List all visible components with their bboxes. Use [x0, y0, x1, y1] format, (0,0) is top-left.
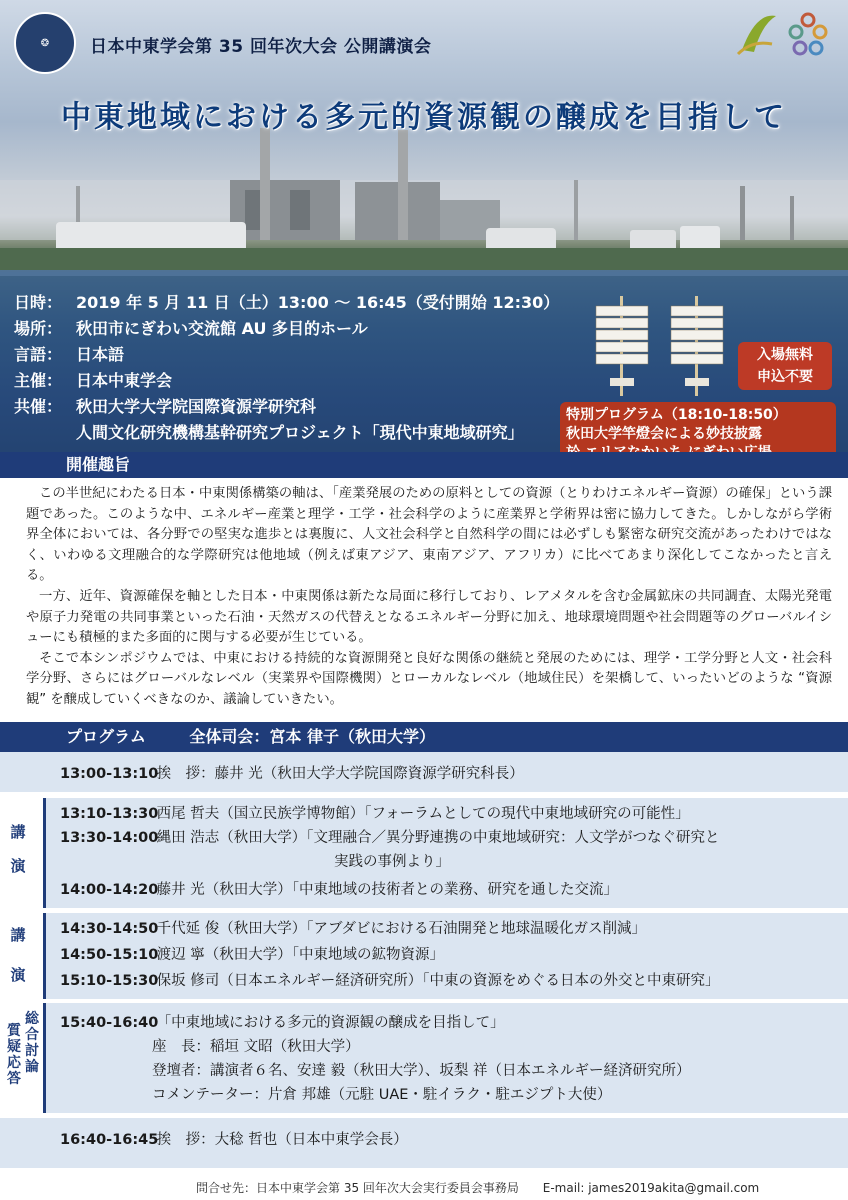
cohost-row: [14, 394, 559, 420]
opening-greeting-row: [60, 762, 524, 783]
session-2-label-1: 講: [10, 926, 26, 944]
discussion-label-right: [24, 1011, 40, 1075]
purpose-text: [26, 484, 832, 711]
session-1-text-2: 縄田 浩志（秋田大学）「文理融合／異分野連携の中東地域研究：人文学がつなぐ研究と: [156, 830, 720, 846]
cohost-row-2: [14, 420, 559, 446]
closing-greeting-block: [0, 1118, 848, 1168]
session-1-label-2: 演: [10, 857, 26, 875]
session-2-label-2: 演: [10, 966, 26, 984]
contact-text: 問合せ先：日本中東学会第 35 回年次大会実行委員会事務局: [196, 1181, 519, 1195]
session-2-text-3: 保坂 修司（日本エネルギー経済研究所）「中東の資源をめぐる日本の外交と中東研究」: [156, 973, 720, 989]
session-1-row-1: [60, 802, 690, 823]
venue-label: 場所：: [14, 319, 63, 338]
qa-char: 疑: [7, 1039, 21, 1055]
footer: [0, 1176, 848, 1200]
cohost-value-2: 人間文化研究機構基幹研究プロジェクト「現代中東地域研究」: [76, 423, 524, 442]
lecture-session-2: [0, 913, 848, 999]
date-value: 2019 年 5 月 11 日（土）13:00 〜 16:45（受付開始 12:30）: [76, 293, 560, 312]
session-1-row-3: [334, 850, 450, 871]
page-title: 中東地域における多元的資源観の醸成を目指して: [61, 100, 787, 135]
discussion-title: 「中東地域における多元的資源観の醸成を目指して」: [156, 1015, 505, 1031]
opening-text: 挨 拶：藤井 光（秋田大学大学院国際資源学研究科長）: [156, 766, 524, 782]
discussion-row-1: [60, 1011, 505, 1032]
session-1-time-2: 13:30-14:00: [60, 830, 159, 846]
session-2-time-1: 14:30-14:50: [60, 921, 159, 937]
session-1-text-4: 藤井 光（秋田大学）「中東地域の技術者との業務、研究を通した交流」: [156, 882, 618, 898]
organizer-value: 日本中東学会: [76, 371, 173, 390]
venue-row: [14, 316, 559, 342]
discussion-row-4: [152, 1083, 611, 1104]
discussion-session: [0, 1003, 848, 1113]
session-1-row-2: [60, 826, 719, 847]
session-2-time-2: 14:50-15:10: [60, 947, 159, 963]
closing-time: 16:40-16:45: [60, 1132, 159, 1148]
special-program-title: 特別プログラム（18:10-18:50）: [566, 407, 787, 423]
discussion-char: 合: [25, 1027, 39, 1043]
free-admission-badge: [738, 342, 832, 390]
organizer-label: 主催：: [14, 371, 63, 390]
purpose-paragraph-1: この半世紀にわたる日本・中東関係構築の軸は、「産業発展のための原料としての資源（とりわけエネルギー資源）の確保」という課題であった。このような中、エネルギー産業と理学・工学・社会科学のように産業界と学術界は密に協力してきた。しかしながら学術界全体においては、各分野での堅実な進歩とは裏腹に、人文社会科学と自然科学の間には必ずしも緊密な研究交流があったわけではなく、いわゆる文理融合的な学際研究は他地域（例えば東アジア、東南アジア、アフリカ）に比べてあまり深化してこなかったと言える。: [26, 486, 832, 584]
program-heading-bar: [0, 722, 848, 752]
discussion-time: 15:40-16:40: [60, 1015, 159, 1031]
qa-char: 応: [7, 1055, 21, 1071]
session-1-text-3: 実践の事例より」: [334, 854, 450, 870]
session-1-text-1: 西尾 哲夫（国立民族学博物館）「フォーラムとしての現代中東地域研究の可能性」: [156, 806, 690, 822]
no-registration-text: 申込不要: [757, 369, 813, 385]
hero-photo: [0, 0, 848, 470]
cohost-value-1: 秋田大学大学院国際資源学研究科: [76, 397, 317, 416]
discussion-char: 討: [25, 1043, 39, 1059]
organizer-row: [14, 368, 559, 394]
society-header: 日本中東学会第 35 回年次大会 公開講演会: [90, 37, 432, 57]
session-2-row-1: [60, 917, 646, 938]
discussion-label-left: [6, 1023, 22, 1087]
closing-greeting-row: [60, 1128, 408, 1149]
special-program-desc: 秋田大学竿燈会による妙技披露: [566, 426, 762, 442]
discussion-row-3: [152, 1059, 690, 1080]
free-admission-text: 入場無料: [757, 347, 813, 363]
purpose-heading: 開催趣旨: [66, 455, 131, 474]
session-2-row-3: [60, 969, 719, 990]
session-2-text-2: 渡辺 寧（秋田大学）「中東地域の鉱物資源」: [156, 947, 444, 963]
date-row: [14, 290, 559, 316]
kanto-lantern-icon: [590, 296, 654, 396]
society-logo: ❂: [14, 12, 76, 74]
event-info: [14, 290, 559, 446]
closing-text: 挨 拶：大稔 哲也（日本中東学会長）: [156, 1132, 408, 1148]
discussion-row-2: [152, 1035, 360, 1056]
qa-char: 質: [7, 1023, 21, 1039]
kanto-lantern-icon: [665, 296, 729, 396]
purpose-paragraph-3: そこで本シンポジウムでは、中東における持続的な資源開発と良好な関係の継続と発展のためには、理学・工学分野と人文・社会科学分野、さらにはグローバルなレベル（実業界や国際機関）とローカルなレベル（地域住民）を架橋して、いったいどのような “資源観” を醸成していくべきなのか、議論していきたい。: [26, 650, 832, 707]
cohost-label: 共催：: [14, 397, 63, 416]
purpose-paragraph-2: 一方、近年、資源確保を軸とした日本・中東関係は新たな局面に移行しており、レアメタルを含む金属鉱床の共同調査、太陽光発電や原子力発電の共同事業といった石油・天然ガスの代替えとなるエネルギー分野に加え、地球環境問題や社会問題等のグローバルイシューにも積極的また多面的に関与する必要が生じている。: [26, 588, 832, 646]
date-label: 日時：: [14, 293, 63, 312]
session-1-time-1: 13:10-13:30: [60, 806, 159, 822]
session-1-label-1: 講: [10, 823, 26, 841]
discussion-commentator: コメンテーター：片倉 邦雄（元駐 UAE・駐イラク・駐エジプト大使）: [152, 1087, 612, 1103]
language-row: [14, 342, 559, 368]
program-heading: プログラム: [66, 727, 146, 746]
akita-university-logo: [732, 10, 780, 62]
contact-email: E-mail: james2019akita@gmail.com: [542, 1181, 760, 1195]
session-2-row-2: [60, 943, 444, 964]
opening-time: 13:00-13:10: [60, 766, 159, 782]
discussion-char: 論: [25, 1059, 39, 1075]
qa-char: 答: [7, 1071, 21, 1087]
purpose-heading-bar: [0, 452, 848, 478]
flower-pattern-logo: [784, 10, 832, 62]
session-1-time-4: 14:00-14:20: [60, 882, 159, 898]
venue-value: 秋田市にぎわい交流館 AU 多目的ホール: [76, 319, 368, 338]
session-2-time-3: 15:10-15:30: [60, 973, 159, 989]
discussion-chair: 座 長：稲垣 文昭（秋田大学）: [152, 1039, 360, 1055]
discussion-char: 総: [25, 1011, 39, 1027]
language-value: 日本語: [76, 345, 125, 364]
opening-greeting-block: [0, 752, 848, 792]
language-label: 言語：: [14, 345, 63, 364]
program-mc: 全体司会：宮本 律子（秋田大学）: [189, 727, 435, 746]
discussion-panelists: 登壇者：講演者６名、安達 毅（秋田大学）、坂梨 祥（日本エネルギー経済研究所）: [152, 1063, 691, 1079]
lecture-session-1: [0, 798, 848, 908]
session-2-text-1: 千代延 俊（秋田大学）「アブダビにおける石油開発と地球温暖化ガス削減」: [156, 921, 646, 937]
session-1-row-4: [60, 878, 618, 899]
